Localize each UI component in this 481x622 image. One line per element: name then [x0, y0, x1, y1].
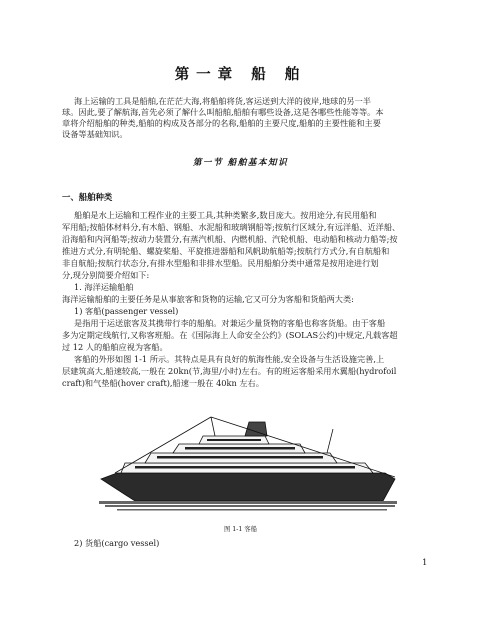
subheading-ocean-transport: 1. 海洋运输船舶 [74, 282, 134, 292]
paragraph-line: 分,现分别简要介绍如下: [62, 270, 150, 280]
intro-line: 设备等基础知识。 [62, 129, 128, 139]
page-number: 1 [422, 558, 428, 568]
paragraph-line: 过 12 人的船舶应视为客船。 [62, 342, 168, 352]
item-passenger-vessel: 1) 客船(passenger vessel) [74, 306, 179, 316]
intro-line: 海上运输的工具是船舶,在茫茫大海,将船舶将货,客运送到大洋的彼岸,地球的另一半 [74, 96, 371, 106]
paragraph-line: craft)和气垫船(hover craft),船速一般在 40kn 左右。 [62, 378, 264, 388]
intro-line: 球。因此,要了解航海,首先必须了解什么叫船舶,船舶有哪些设备,这是各哪些性能等等。本 [62, 107, 384, 117]
chapter-title: 第一章 船 舶 [174, 67, 307, 83]
item-cargo-vessel: 2) 货船(cargo vessel) [74, 538, 160, 548]
paragraph-line: 多为定期定线航行,又称客班船。在《国际海上人命安全公约》(SOLAS公约)中规定,凡载客超 [62, 330, 398, 340]
paragraph-line: 推进方式分,有明轮船、螺旋桨船、平旋推进器船和风帆助航船等;按航行方式分,有自航船和 [62, 246, 390, 256]
paragraph-line: 非自航船;按航行状态分,有排水型船和非排水型船。民用船舶分类中通常是按用途进行划 [62, 258, 379, 268]
paragraph-line: 客船的外形如图 1-1 所示。其特点是具有良好的航海性能,安全设备与生活设施完善,上 [74, 354, 385, 364]
heading-ship-types: 一、船舶种类 [62, 192, 113, 202]
paragraph-line: 船舶是水上运输和工程作业的主要工具,其种类繁多,数目庞大。按用途分,有民用船和 [74, 210, 377, 220]
paragraph-line: 是指用于运送旅客及其携带行李的船舶。对兼运少量货物的客船也称客货船。由于客船 [74, 318, 386, 328]
paragraph-line: 层建筑高大,船速较高,一般在 20kn(节,海里/小时)左右。有的班运客船采用水翼船(hydrofoil [62, 366, 397, 376]
section-title: 第一节 船舶基本知识 [192, 158, 289, 168]
paragraph-line: 军用船;按船体材料分,有木船、钢船、水泥船和玻璃钢船等;按航行区域分,有远洋船、近洋船、 [62, 222, 401, 232]
paragraph-line: 海洋运输船舶的主要任务是从事旅客和货物的运输,它又可分为客船和货船两大类: [62, 294, 354, 304]
intro-line: 章将介绍船舶的种类,船舶的构成及各部分的名称,船舶的主要尺度,船舶的主要性能和主要 [62, 118, 381, 128]
figure-caption: 图 1-1 客船 [223, 526, 258, 533]
paragraph-line: 沿海船和内河船等;按动力装置分,有蒸汽机船、内燃机船、汽轮机船、电动船和核动力船等;按 [62, 234, 398, 244]
passenger-ship-figure [95, 415, 400, 517]
